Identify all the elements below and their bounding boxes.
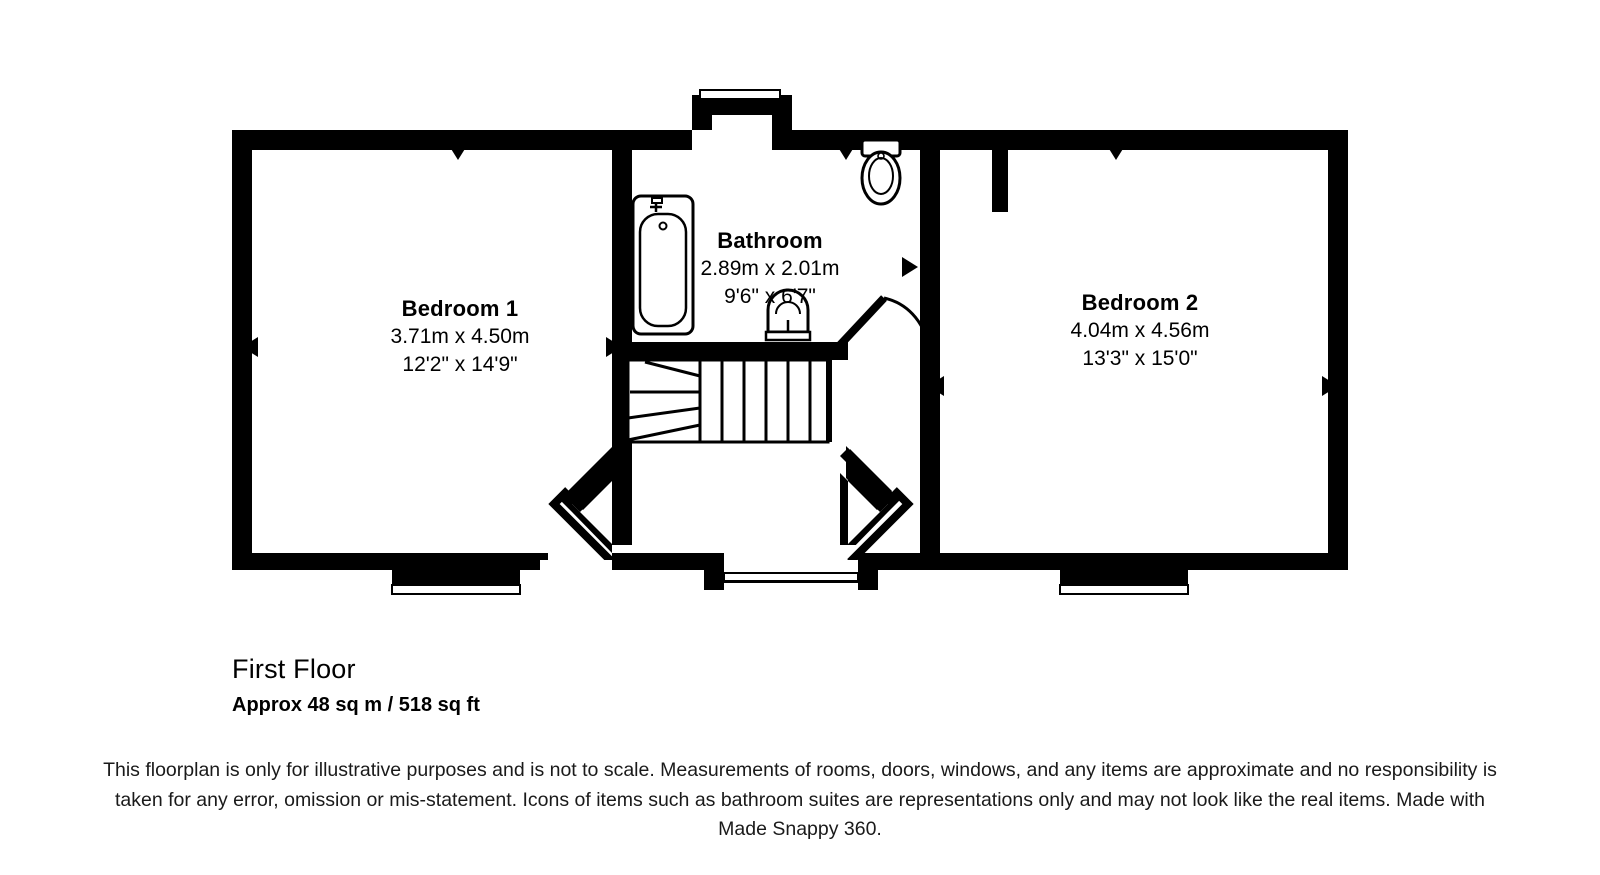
room-name: Bedroom 2	[1081, 290, 1199, 315]
room-dimension-metric: 2.89m x 2.01m	[700, 257, 840, 281]
room-dimension-imperial: 12'2" x 14'9"	[402, 352, 518, 376]
room-label-bathroom	[590, 226, 950, 310]
arrow-bathroom-top	[836, 144, 856, 160]
room-dimension-metric: 3.71m x 4.50m	[390, 325, 530, 349]
room-dimension-metric: 4.04m x 4.56m	[1070, 319, 1210, 343]
room-dimension-imperial: 9'6" x 6'7"	[724, 284, 816, 308]
room-dimension-imperial: 13'3" x 15'0"	[1082, 346, 1198, 370]
room-name: Bedroom 1	[401, 296, 519, 321]
room-name: Bathroom	[717, 228, 823, 253]
floor-title: First Floor	[232, 654, 356, 684]
arrow-bedroom2-top	[1106, 144, 1126, 160]
floor-area-summary: Approx 48 sq m / 518 sq ft	[232, 694, 480, 716]
room-label-bedroom-2	[930, 288, 1350, 372]
disclaimer-text: This floorplan is only for illustrative purposes and is not to scale. Measurements of rooms, doors, windows, and any items are approximate and no responsibility is taken for any error, omission or mis-statement. Icons of items such as bathroom suites are representations only and may not look like the real items. Made with Made Snappy 360.	[103, 759, 1497, 841]
toilet-icon	[862, 140, 900, 204]
arrow-bedroom1-top	[448, 144, 468, 160]
